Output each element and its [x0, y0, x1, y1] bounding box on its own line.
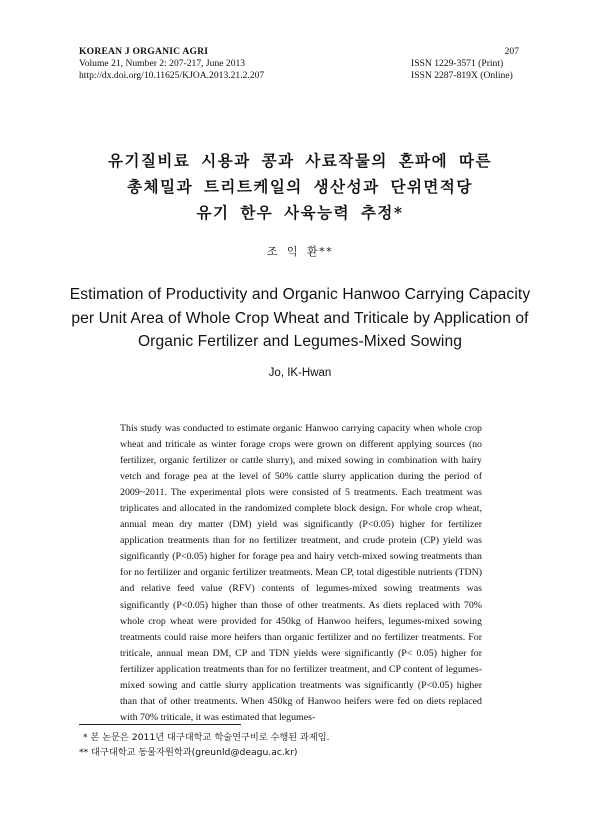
issn-online: ISSN 2287-819X (Online) [411, 70, 513, 82]
english-title-line: Organic Fertilizer and Legumes-Mixed Sowing [137, 333, 463, 350]
journal-name: KOREAN J ORGANIC AGRI [79, 46, 209, 57]
english-title-line: per Unit Area of Whole Crop Wheat and Triticale by Application of [71, 309, 529, 327]
footnote-divider [79, 724, 241, 725]
running-header [79, 46, 519, 83]
korean-title-line: 유기 한우 사육능력 추정* [196, 203, 404, 222]
issn-print: ISSN 1229-3571 (Print) [411, 58, 504, 70]
korean-title-line: 총체밀과 트리트케일의 생산성과 단위면적당 [127, 177, 473, 196]
korean-title [40, 148, 560, 226]
page-number: 207 [504, 46, 519, 57]
footnote-affiliation: ** 대구대학교 동물자원학과(greunld@deagu.ac.kr) [79, 747, 298, 758]
english-title [60, 283, 540, 354]
volume-info: Volume 21, Number 2: 207-217, June 2013 [79, 58, 246, 70]
korean-title-line: 유기질비료 시용과 콩과 사료작물의 혼파에 따른 [108, 151, 492, 170]
footnote-funding: * 본 논문은 2011년 대구대학교 학술연구비로 수행된 과제임. [83, 732, 330, 743]
doi-link[interactable]: http://dx.doi.org/10.11625/KJOA.2013.21.2.207 [79, 70, 265, 82]
english-author: Jo, IK-Hwan [268, 367, 332, 379]
english-title-line: Estimation of Productivity and Organic Hanwoo Carrying Capacity [69, 286, 531, 303]
korean-author: 조 익 환** [266, 245, 334, 258]
abstract-text: This study was conducted to estimate organic Hanwoo carrying capacity when whole crop wheat and triticale as winter forage crops were grown on different applying sources (no fertilizer, organic fertilizer or cattle slurry), and mixed sowing in combination with hairy vetch and forage pea at the level of 50% cattle slurry application during the period of 2009~2011. The experimental plots were consisted of 5 treatments. Each treatment was triplicates and allocated in the randomized complete block design. For whole crop wheat, annual mean dry matter (DM) yield was significantly (P<0.05) higher for fertilizer application treatments than for no fertilizer treatment, and crude protein (CP) yield was significantly (P<0.05) higher for forage pea and hairy vetch-mixed sowing treatments than for no fertilizer and organic fertilizer treatments. Mean CP, total digestible nutrients (TDN) and relative feed value (RFV) contents of legumes-mixed sowing treatments was significantly (P<0.05) higher than those of other treatments. As diets replaced with 70% whole crop wheat were provided for 450kg of Hanwoo heifers, legumes-mixed sowing treatments could raise more heifers than organic fertilizer and no fertilizer treatments. For triticale, annual mean DM, CP and TDN yields were significantly (P< 0.05) higher for fertilizer application treatments than for no fertilizer treatment, and CP content of legumes-mixed sowing and cattle slurry application treatments was significantly (P<0.05) higher than that of other treatments. When 450kg of Hanwoo heifers were fed on diets replaced with 70% triticale, it was estimated that legumes- [120, 423, 482, 723]
footnotes [79, 730, 519, 760]
